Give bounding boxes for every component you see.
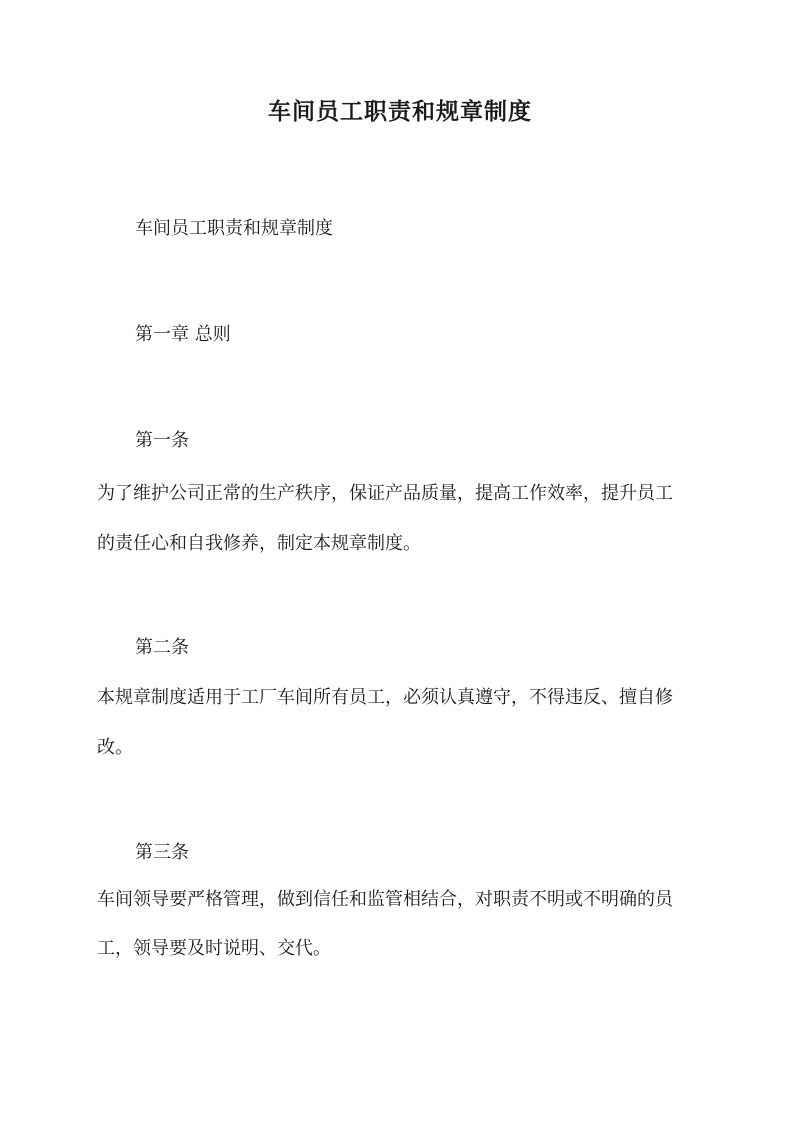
article-1-line-1: 为了维护公司正常的生产秩序，保证产品质量，提高工作效率，提升员工	[97, 483, 673, 504]
article-1-heading: 第一条	[135, 430, 189, 451]
chapter-heading: 第一章 总则	[135, 324, 231, 345]
article-1-line-2: 的责任心和自我修养，制定本规章制度。	[97, 533, 421, 554]
article-2-line-1: 本规章制度适用于工厂车间所有员工，必须认真遵守，不得违反、擅自修	[97, 687, 673, 708]
document-title: 车间员工职责和规章制度	[268, 98, 532, 125]
article-2-heading: 第二条	[135, 637, 189, 658]
article-2-line-2: 改。	[97, 737, 133, 758]
document-subtitle: 车间员工职责和规章制度	[135, 218, 333, 239]
article-3-heading: 第三条	[135, 842, 189, 863]
article-3-line-1: 车间领导要严格管理，做到信任和监管相结合，对职责不明或不明确的员	[97, 889, 673, 910]
article-3-line-2: 工，领导要及时说明、交代。	[97, 938, 331, 959]
